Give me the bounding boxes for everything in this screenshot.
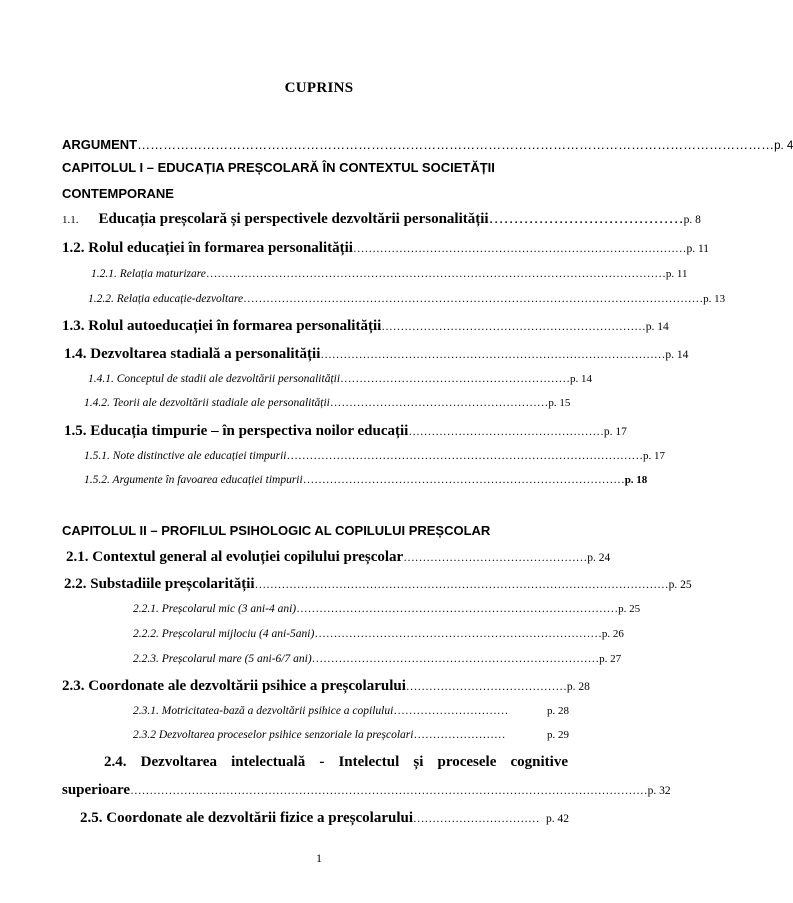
toc-entry-argument[interactable] <box>62 137 793 152</box>
toc-entry-word: și <box>413 754 424 770</box>
dot-leader: ………………………… <box>393 705 509 717</box>
toc-entry-label: 1.4.2. Teorii ale dezvoltării stadiale ale personalității <box>84 397 330 409</box>
toc-entry-label: 2.3. Coordonate ale dezvoltării psihice a preșcolarului <box>62 678 406 694</box>
dot-leader: ………………………………………………………………………………………………………… <box>243 293 704 305</box>
toc-entry-label: 2.2.3. Preșcolarul mare (5 ani-6/7 ani) <box>133 653 312 665</box>
toc-entry-2-2-1[interactable] <box>133 603 641 615</box>
dot-leader: ………………………………………………………………………………………………………… <box>205 268 666 280</box>
toc-page-number: p. 14 <box>570 373 593 385</box>
dot-leader: …………………………………………… <box>408 426 604 438</box>
toc-entry-label: 2.2. Substadiile preșcolarității <box>64 576 255 592</box>
toc-entry-1-2-2[interactable] <box>88 293 726 305</box>
toc-page-number: p. 27 <box>599 653 622 665</box>
toc-page-number: p. 14 <box>645 321 669 333</box>
dot-leader: ……………………………………………………………………………… <box>320 349 666 361</box>
toc-entry-2-4-line-1[interactable] <box>104 754 568 771</box>
toc-chapter-label: CAPITOLUL I – EDUCAȚIA PREȘCOLARĂ ÎN CONTEXTUL SOCIETĂȚII <box>62 160 495 175</box>
toc-entry-label: 2.3.1. Motricitatea-bază a dezvoltării psihice a copilului <box>133 705 394 717</box>
toc-page-number: p. 26 <box>601 628 624 640</box>
toc-page-number: p. 25 <box>668 579 692 591</box>
toc-entry-2-3[interactable] <box>62 678 590 695</box>
toc-entry-1-3[interactable] <box>62 318 669 335</box>
page-title: CUPRINS <box>284 80 354 96</box>
toc-entry-2-3-2[interactable] <box>133 729 569 741</box>
toc-entry-1-1[interactable] <box>62 211 701 228</box>
toc-entry-label: Educația preșcolară și perspectivele dezvoltării personalității <box>98 211 489 227</box>
toc-page-number: p. 42 <box>546 813 569 825</box>
toc-entry-label: 1.5.1. Note distinctive ale educației timpurii <box>84 450 287 462</box>
toc-page-number: p. 17 <box>603 426 627 438</box>
dot-leader: ………………………………………………………………… <box>311 653 600 665</box>
toc-page-number: p. 18 <box>624 474 648 486</box>
toc-page-number: p. 14 <box>665 349 689 361</box>
dot-leader: ………………………………………… <box>403 552 588 564</box>
dot-leader: …………………………… <box>413 813 540 825</box>
toc-entry-label: 2.2.2. Preșcolarul mijlociu (4 ani-5ani) <box>133 628 315 640</box>
toc-entry-2-2-2[interactable] <box>133 628 624 640</box>
toc-entry-number: 2.4. <box>104 754 127 770</box>
toc-entry-label: 2.5. Coordonate ale dezvoltării fizice a preșcolarului <box>80 810 413 826</box>
toc-entry-1-5[interactable] <box>64 423 627 440</box>
dot-leader: ………………………………… <box>488 211 684 227</box>
toc-entry-number: 1.1. <box>62 214 79 226</box>
toc-entry-word: - <box>319 754 325 770</box>
toc-page-number: p. 17 <box>643 450 665 462</box>
toc-entry-label: 2.2.1. Preșcolarul mic (3 ani-4 ani) <box>133 603 297 615</box>
toc-entry-label: ARGUMENT <box>62 137 138 152</box>
toc-entry-1-4-1[interactable] <box>88 373 593 385</box>
toc-chapter-1-line-2[interactable] <box>62 186 174 201</box>
dot-leader: ………………………………………………………………………………… <box>286 450 643 462</box>
toc-entry-label: 1.3. Rolul autoeducației în formarea personalității <box>62 318 382 334</box>
toc-page-number: p. 29 <box>547 729 569 741</box>
toc-entry-label: 1.2.2. Relația educație-dezvoltare <box>88 293 244 305</box>
dot-leader: ………………………………………………………………………… <box>302 474 625 486</box>
toc-entry-word: Intelectul <box>338 754 400 770</box>
dot-leader: ………………………………………………………………… <box>314 628 602 640</box>
toc-entry-word: procesele <box>437 754 497 770</box>
toc-entry-word: cognitive <box>510 754 568 770</box>
dot-leader: ……………………………………………………………………………………………… <box>254 579 669 591</box>
dot-leader: ………………………………………………… <box>329 397 549 409</box>
toc-entry-label: 2.1. Contextul general al evoluției copilului preșcolar <box>66 549 404 565</box>
toc-entry-2-2-3[interactable] <box>133 653 622 665</box>
toc-entry-word: Dezvoltarea <box>140 754 217 770</box>
toc-entry-label: 1.5.2. Argumente în favoarea educației timpurii <box>84 474 303 486</box>
toc-entry-label: 1.2.1. Relația maturizare <box>91 268 206 280</box>
toc-page-number: p. 25 <box>618 603 641 615</box>
toc-entry-2-3-1[interactable] <box>133 705 569 717</box>
toc-entry-1-5-2[interactable] <box>84 474 648 486</box>
toc-entry-label: 2.3.2 Dezvoltarea proceselor psihice senzoriale la preșcolari <box>133 729 414 741</box>
toc-entry-word: intelectuală <box>231 754 306 770</box>
dot-leader: ……………………………………………………………………………………………………………………… <box>130 785 648 797</box>
dot-leader: …………………………………………………………………………… <box>352 243 687 255</box>
toc-page-number: p. 24 <box>587 552 611 564</box>
toc-entry-1-2[interactable] <box>62 240 710 257</box>
toc-page-number: p. 28 <box>566 681 590 693</box>
toc-chapter-1-line-1[interactable] <box>62 160 495 175</box>
toc-entry-label: 1.2. Rolul educației în formarea personalității <box>62 240 353 256</box>
dot-leader: …………………………………………………… <box>340 373 571 385</box>
dot-leader: …………………………………… <box>405 681 567 693</box>
toc-page-number: p. 11 <box>665 268 688 280</box>
dot-leader: …………………… <box>413 729 506 741</box>
toc-entry-label: 1.4. Dezvoltarea stadială a personalității <box>64 346 321 362</box>
toc-entry-2-5[interactable] <box>80 810 569 827</box>
toc-page-number: p. 11 <box>686 243 710 255</box>
toc-chapter-label: CAPITOLUL II – PROFILUL PSIHOLOGIC AL COPILULUI PREȘCOLAR <box>62 523 491 538</box>
toc-entry-label: 1.5. Educația timpurie – în perspectiva noilor educații <box>64 423 409 439</box>
toc-page-number: p. 4 <box>774 140 793 152</box>
toc-entry-label: superioare <box>62 782 131 798</box>
toc-entry-2-4-line-2[interactable] <box>62 782 671 799</box>
toc-chapter-2[interactable] <box>62 523 490 538</box>
toc-page-number: p. 28 <box>547 705 569 717</box>
toc-entry-1-5-1[interactable] <box>84 450 665 462</box>
toc-chapter-label: CONTEMPORANE <box>62 186 174 201</box>
toc-page-number: p. 13 <box>703 293 726 305</box>
page-number-footer: 1 <box>316 851 322 865</box>
toc-entry-2-1[interactable] <box>66 549 611 566</box>
toc-entry-label: 1.4.1. Conceptul de stadii ale dezvoltării personalității <box>88 373 341 385</box>
dot-leader: ………………………………………………………………………… <box>296 603 619 615</box>
dot-leader: …………………………………………………………… <box>381 321 646 333</box>
dot-leader: ………………………………………………………………………………………………………………………………… <box>137 137 775 152</box>
toc-page-number: p. 32 <box>647 785 671 797</box>
toc-entry-2-2[interactable] <box>64 576 692 593</box>
toc-page-number: p. 8 <box>683 214 701 226</box>
toc-entry-1-4[interactable] <box>64 346 689 363</box>
toc-page-number: p. 15 <box>548 397 571 409</box>
toc-entry-1-4-2[interactable] <box>84 397 569 409</box>
toc-entry-1-2-1[interactable] <box>91 268 688 280</box>
